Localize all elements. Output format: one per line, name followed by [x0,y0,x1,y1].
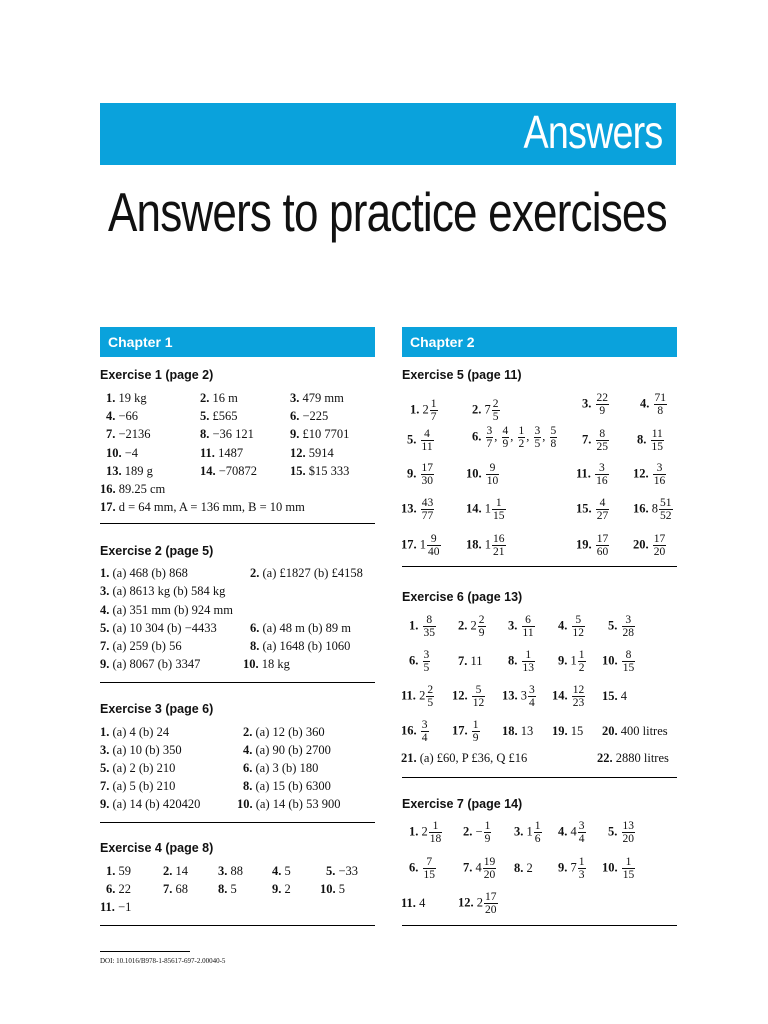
answer-item: 6. (a) 3 (b) 180 [243,761,319,775]
answer-item: 5. (a) 10 304 (b) −4433 [100,621,217,635]
answer-item: 10. 5 [320,882,345,896]
banner-title: Answers [523,106,662,158]
answers-banner [100,103,676,165]
exercise-4-title: Exercise 4 (page 8) [100,841,214,855]
answer-item: 6. −225 [290,409,329,424]
answer-item: 10. 18 kg [243,657,290,671]
divider [100,682,375,683]
doi-footnote: DOI: 10.1016/B978-1-85617-697-2.00040-5 [100,957,226,965]
exercise-2-title: Exercise 2 (page 5) [100,544,214,558]
divider [402,925,677,926]
answer-item: 11. −1 [100,900,132,914]
answer-item: 9. £10 7701 [290,427,350,442]
answer-item: 4. (a) 351 mm (b) 924 mm [100,603,233,617]
answer-item: 12. 5914 [290,445,334,460]
page-title: Answers to practice exercises [108,181,667,243]
exercise-1-title: Exercise 1 (page 2) [100,368,214,382]
answer-item: 5. (a) 2 (b) 210 [100,761,176,775]
answer-item: 13. 189 g [106,463,153,478]
answer-item: 1. (a) 4 (b) 24 [100,725,170,739]
answer-item: 7. −2136 [106,427,151,442]
answer-item: 14. −70872 [200,463,258,478]
answer-item: 5. −33 [326,864,359,878]
answer-item: 8. 5 [218,882,237,896]
answer-item: 3. (a) 10 (b) 350 [100,743,182,757]
answer-item: 9. 2 [272,882,291,896]
divider [402,777,677,778]
answer-item: 2. (a) 12 (b) 360 [243,725,325,739]
answer-item: 3. (a) 8613 kg (b) 584 kg [100,584,226,598]
answer-item: 4. (a) 90 (b) 2700 [243,743,331,757]
answer-item: 1. (a) 468 (b) 868 [100,566,188,580]
exercise-3-title: Exercise 3 (page 6) [100,702,214,716]
answer-item: 1. 19 kg [106,391,147,405]
answer-item: 8. (a) 1648 (b) 1060 [250,639,351,653]
divider [100,523,375,524]
answer-item: 8. −36 121 [200,427,254,442]
answer-item: 2. (a) £1827 (b) £4158 [250,566,363,580]
chapter-2-heading: Chapter 2 [402,327,677,357]
answer-item: 7. 68 [163,882,188,896]
answer-item: 7. (a) 259 (b) 56 [100,639,182,653]
answer-item: 11. 1487 [200,445,244,460]
answer-item: 7. (a) 5 (b) 210 [100,779,176,793]
answer-item: 1. 59 [106,864,131,878]
exercise-5-title: Exercise 5 (page 11) [402,368,522,382]
divider [100,822,375,823]
answer-item: 17. d = 64 mm, A = 136 mm, B = 10 mm [100,500,305,515]
divider [100,925,375,926]
answer-item: 6. 22 [106,882,131,896]
answer-item: 9. (a) 14 (b) 420420 [100,797,201,811]
answer-item: 10. (a) 14 (b) 53 900 [237,797,341,811]
answer-item: 3. 479 mm [290,391,344,405]
answer-item: 15. $15 333 [290,463,350,478]
answer-item: 3. 88 [218,864,243,878]
answer-item: 8. (a) 15 (b) 6300 [243,779,331,793]
answer-item: 10. −4 [106,445,139,460]
footnote-rule [100,951,190,952]
exercise-6-title: Exercise 6 (page 13) [402,590,523,604]
answer-item: 16. 89.25 cm [100,482,166,496]
answer-item: 4. 5 [272,864,291,878]
answer-item: 2. 14 [163,864,188,878]
exercise-7-title: Exercise 7 (page 14) [402,797,523,811]
divider [402,566,677,567]
chapter-1-heading: Chapter 1 [100,327,375,357]
answer-item: 6. (a) 48 m (b) 89 m [250,621,352,635]
answer-item: 4. −66 [106,409,139,424]
answer-item: 5. £565 [200,409,238,424]
answer-item: 2. 16 m [200,391,238,405]
answer-item: 9. (a) 8067 (b) 3347 [100,657,201,671]
